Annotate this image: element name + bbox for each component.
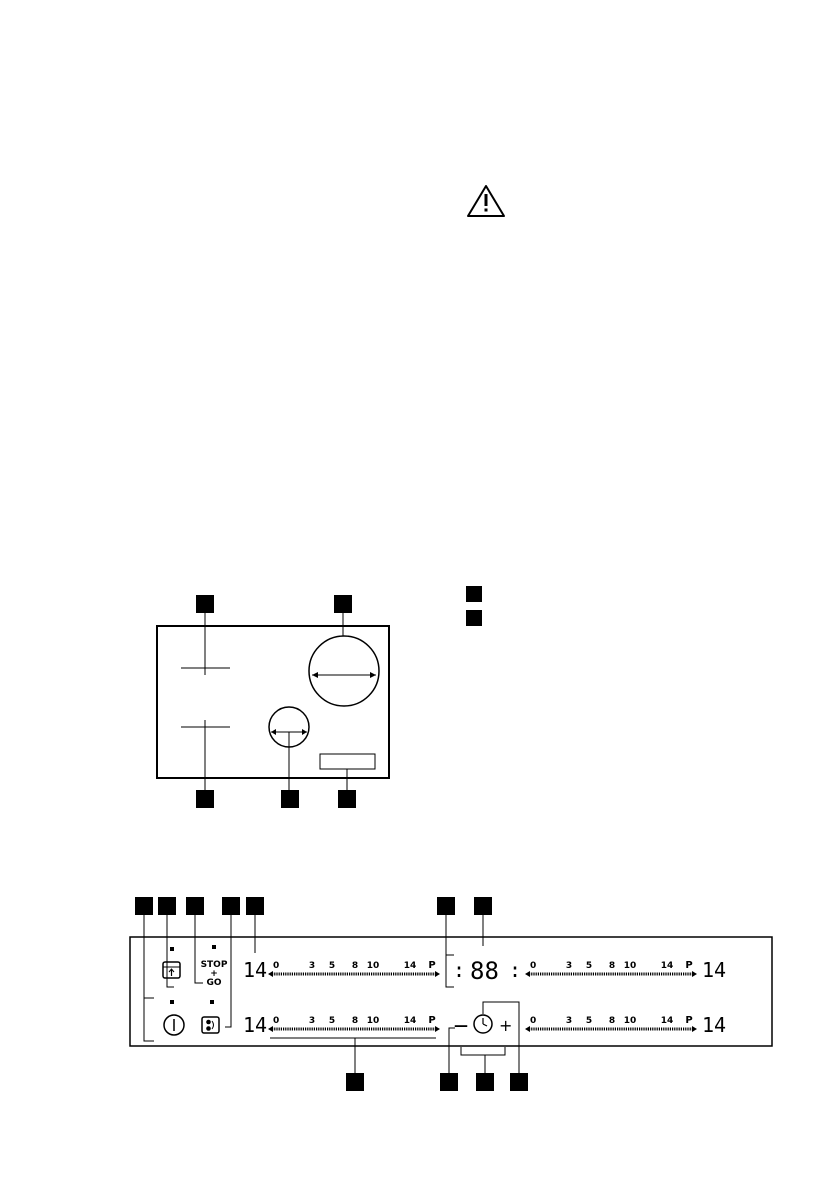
stop-go-line1: STOP [200,960,228,970]
slider-track-end [525,971,530,977]
scale-tick-label: 10 [623,961,637,971]
slider-front-right[interactable] [525,960,697,977]
timer-colon-left: : [453,958,466,982]
scale-tick-label: 14 [403,1016,417,1026]
slider-track-end [268,1026,273,1032]
slider-track-end [435,971,440,977]
scale-tick-label: 3 [308,1016,316,1026]
slider-rear-right[interactable] [525,1015,697,1032]
legend [466,586,482,626]
stop-go-line3: GO [206,978,222,988]
slider-track-end [692,1026,697,1032]
callout-marker [186,897,204,915]
slider-rear-left[interactable] [268,1015,440,1032]
callout-marker [474,897,492,915]
scale-tick-label: 0 [273,961,280,971]
callout-marker [246,897,264,915]
hob-outline [157,626,389,778]
scale-p-label: P [685,960,693,971]
control-panel-area [320,754,375,769]
zone-display-rear-right: 14 [702,1013,727,1037]
control-panel-outline [130,937,772,1046]
zone-display-front-left: 14 [243,958,268,982]
callout-marker [196,595,214,613]
scale-tick-label: 8 [608,961,616,971]
power-icon[interactable] [164,1015,184,1035]
scale-tick-label: 14 [403,961,417,971]
callout-marker [510,1073,528,1091]
callout-marker [196,790,214,808]
callout-marker [338,790,356,808]
callout-marker [334,595,352,613]
callout-marker [440,1073,458,1091]
scale-tick-label: 0 [273,1016,280,1026]
callout-marker [346,1073,364,1091]
stop-go-line2: + [210,969,218,979]
callout-marker [476,1073,494,1091]
legend-marker [466,586,482,602]
stop-go-indicator [212,945,216,949]
large-cooking-zone [309,636,379,706]
zone-display-front-right: 14 [702,958,727,982]
slider-track-end [435,1026,440,1032]
scale-tick-label: 8 [608,1016,616,1026]
zone-display-rear-left: 14 [243,1013,268,1037]
stop-go-button[interactable] [201,960,228,988]
scale-tick-label: 5 [585,1016,593,1026]
scale-tick-label: 0 [530,961,537,971]
scale-tick-label: 3 [565,961,573,971]
scale-tick-label: 10 [623,1016,637,1026]
scale-tick-label: 0 [530,1016,537,1026]
callout-marker [437,897,455,915]
legend-marker [466,610,482,626]
slider-front-left[interactable] [268,960,440,977]
timer-minus-button[interactable]: — [454,1018,468,1034]
scale-p-label: P [685,1015,693,1026]
bridge-icon[interactable] [202,1017,219,1033]
scale-tick-label: 8 [351,961,359,971]
scale-p-label: P [428,960,436,971]
scale-tick-label: 10 [366,1016,380,1026]
scale-tick-label: 10 [366,961,380,971]
hob-diagram [157,595,389,808]
lock-icon[interactable] [163,962,180,978]
callout-marker [222,897,240,915]
bridge-indicator [210,1000,214,1004]
timer-plus-button[interactable]: + [499,1016,513,1035]
callout-marker [281,790,299,808]
warning-triangle-icon [468,186,504,216]
slider-track-end [268,971,273,977]
scale-tick-label: 14 [660,961,674,971]
scale-tick-label: 8 [351,1016,359,1026]
callout-marker [135,897,153,915]
scale-tick-label: 3 [308,961,316,971]
timer-display: 88 [470,957,499,985]
timer-colon-right: : [509,958,522,982]
slider-track-end [525,1026,530,1032]
scale-p-label: P [428,1015,436,1026]
timer-icon[interactable] [474,1015,492,1033]
callout-marker [158,897,176,915]
scale-tick-label: 14 [660,1016,674,1026]
lock-indicator [170,947,174,951]
slider-track-end [692,971,697,977]
scale-tick-label: 5 [328,961,336,971]
control-panel-diagram [130,897,772,1091]
scale-tick-label: 5 [585,961,593,971]
on-off-indicator [170,1000,174,1004]
scale-tick-label: 5 [328,1016,336,1026]
scale-tick-label: 3 [565,1016,573,1026]
